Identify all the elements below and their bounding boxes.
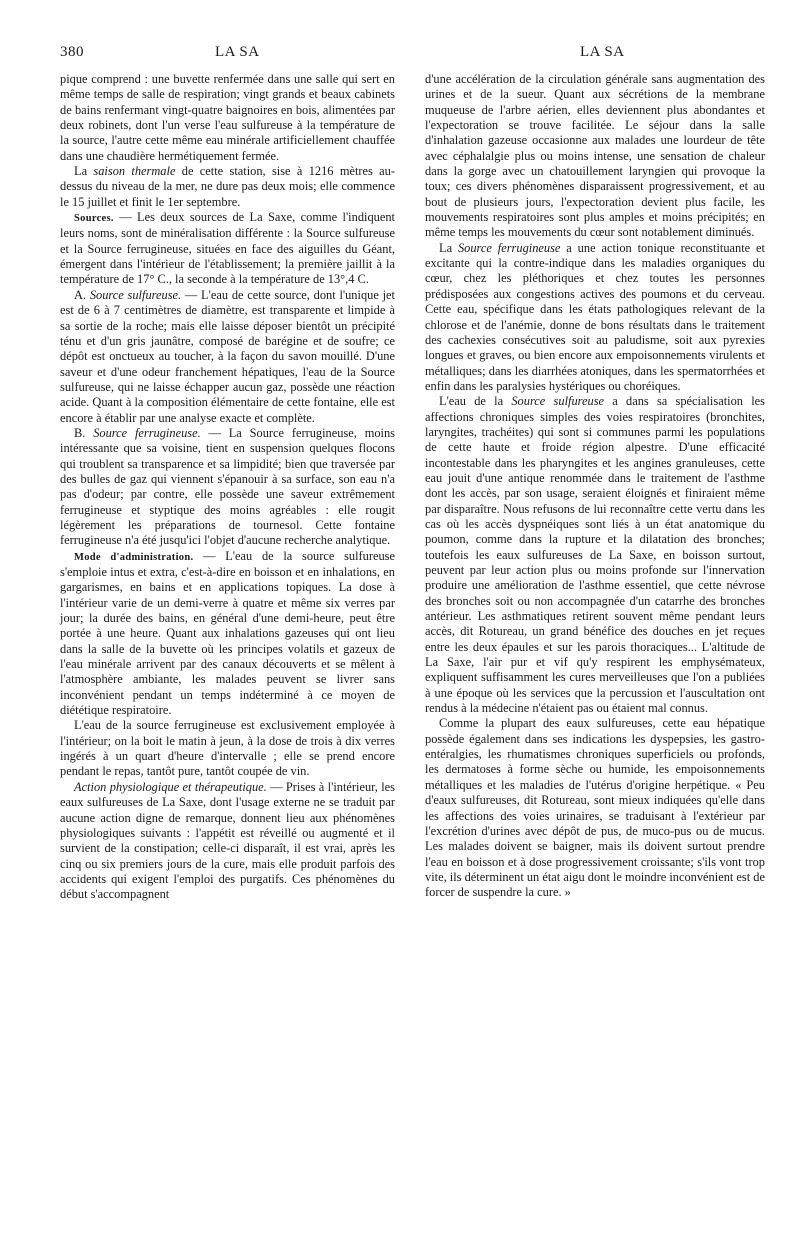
italic-term: Source sulfureuse (511, 394, 605, 409)
paragraph (60, 780, 395, 903)
italic-term: Action physiologique et thérapeutique. (74, 779, 267, 794)
section-heading: Mode d'administration. (74, 551, 194, 563)
italic-term: saison thermale (93, 164, 176, 179)
paragraph (60, 426, 395, 549)
running-head-left: LA SA (215, 44, 260, 60)
paragraph (425, 716, 765, 900)
paragraph (60, 549, 395, 719)
paragraph-text: de cette station, sise à 1216 mètres au-dessus du niveau de la mer, ne dure pas deux mois; elle commence le 15 juillet et finit le 1er septembre. (60, 164, 395, 209)
paragraph-text: — L'eau de la source sulfureuse s'emploie intus et extra, c'est-à-dire en boisson et en inhalations, en gargarismes, en bains et en applications topiques. La dose à l'intérieur varie de un demi-verre à quatre et même six verres par jour; la durée des bains, en général d'une demi-heure, peut être portée à une heure. Quant aux inhalations gazeuses qui ont lieu dans la salle de la buvette où les principes volatils et gazeux de l'eau minérale arrivent par des canaux découverts et se mêlent à l'atmosphère ambiante, les malades peuvent se livrer sans inconvénient pendant un temps indéterminé à ce moyen de diététique respiratoire. (60, 548, 396, 718)
paragraph-lead: A. (74, 287, 90, 302)
paragraph-text: L'eau de la source ferrugineuse est exclusivement employée à l'intérieur; on la boit le matin à jeun, à la dose de trois à dix verres ingérés à un quart d'heure d'intervalle ; elle se prend encore pendant le repas, tantôt pure, tantôt coupée de vin. (60, 718, 395, 779)
page-number: 380 (60, 44, 84, 60)
paragraph-text: d'une accélération de la circulation générale sans augmentation des urines et de la sueur. Quant aux sécrétions de la membrane muqueuse de l'arbre aérien, elles deviennent plus abondantes et l'expectoration se trouve facilitée. Le séjour dans la salle d'inhalation gazeuse occasionne aux malades une lourdeur de tête avec céphalalgie plus ou moins intense, une sensation de chaleur dans la gorge avec un chatouillement laryngien qui provoque la toux; ces divers phénomènes disparaissent progressivement, et au bout de plusieurs jours, l'expectoration devient plus facile, les mouvements respiratoires sont plus amples et moins précipités; en même temps les mouvements du cœur sont notablement diminués. (425, 72, 765, 240)
paragraph-lead: B. (74, 425, 94, 440)
page-header (60, 44, 740, 64)
italic-term: Source sulfureuse. (89, 287, 182, 302)
paragraph (60, 72, 395, 164)
paragraph (60, 164, 395, 210)
paragraph (60, 718, 395, 779)
section-heading: Sources. (74, 213, 114, 225)
paragraph-text: — L'eau de cette source, dont l'unique jet est de 6 à 7 centimètres de diamètre, est transparente et limpide à sa sortie de la roche; mais elle laisse déposer bientôt un précipité ténu et d'un gris jaunâtre, composé de barégine et de soufre; ce dépôt est onctueux au toucher, à la façon du savon mouillé. D'une saveur et d'une odeur franchement hépatiques, l'eau de la Source sulfureuse, qui ne laisse échapper aucun gaz, possède une réaction acide. Quant à la composition élémentaire de cette fontaine, elle est encore à établir par une analyse exacte et complète. (60, 287, 395, 425)
paragraph (425, 394, 765, 716)
paragraph-lead: La (439, 240, 458, 255)
paragraph-text: — La Source ferrugineuse, moins intéressante que sa voisine, tient en suspension quelques flocons qui troublent sa transparence et sa limpidité; bien que traversée par des bulles de gaz qui viennent s'épanouir à sa surface, son eau n'a pas d'odeur; par contre, elle possède une saveur extrêmement ferrugineuse et styptique des moins agréables : elle rougit légèrement les préparations de tournesol. Cette fontaine ferrugineuse n'a été jusqu'ici l'objet d'aucune recherche analytique. (60, 425, 395, 548)
paragraph (425, 72, 765, 241)
italic-term: Source ferrugineuse (457, 240, 561, 255)
paragraph (60, 210, 395, 288)
right-column (425, 72, 765, 901)
paragraph-text: a une action tonique reconstituante et excitante qui la contre-indique dans les maladies organiques du cœur, chez les pléthoriques et chez toutes les personnes prédisposées aux congestions actives des poumons et du cerveau. Cette eau, spécifique dans les états pathologiques relevant de la chlorose et de l'anémie, donne de bons résultats dans le traitement des cachexies consécutives soit au paludisme, soit aux pyrexies longues et graves, ou bien encore aux empoisonnements virulents et métalliques; dans les diarrhées atoniques, dans les spermatorrhées et enfin dans les paralysies hystériques ou choréiques. (425, 240, 765, 393)
paragraph (60, 288, 395, 426)
paragraph-text: pique comprend : une buvette renfermée dans une salle qui sert en même temps de salle de respiration; vingt grands et beaux cabinets de bains renfermant vingt-quatre baignoires en bois, alimentées par deux robinets, dont l'un verse l'eau sulfureuse à la température de la source, l'autre cette même eau minérale artificiellement chauffée dans une chaudière hermétiquement fermée. (60, 72, 395, 163)
paragraph-text: — Les deux sources de La Saxe, comme l'indiquent leurs noms, sont de minéralisation différente : la Source sulfureuse et la Source ferrugineuse, situées en face des aiguilles du Géant, émergent dans l'intérieur de l'établissement; la première jaillit à la température de 17° C., la seconde à la température de 13°,4 C. (60, 210, 395, 287)
italic-term: Source ferrugineuse. (93, 425, 201, 440)
running-head-right: LA SA (580, 44, 625, 60)
paragraph-text: a dans sa spécialisation les affections chroniques simples des voies respiratoires (bronchites, laryngites, trachéites) qui sont si communes parmi les populations de cette haute et froide région alpestre. D'une efficacité incontestable dans les pharyngites et les angines granuleuses, cette eau jouit d'une antique renommée dans le traitement de l'asthme dont les accès, par son usage, seraient éloignés et finiraient même par disparaître. Nous refusons de lui reconnaître cette vertu dans les cas où les accès dyspnéiques sont liés à un état anatomique du poumon, comme dans la rupture et la dilatation des bronches; toutefois les eaux sulfureuses de La Saxe, en boisson surtout, peuvent par leur action plus ou moins profonde sur l'innervation produire une amélioration de l'asthme essentiel, que cette névrose des bronches soit ou non accompagnée d'un catarrhe des bronches antérieur. Les asthmatiques retirent souvent même pendant leurs accès, dit Rotureau, un grand bénéfice des douches en jet reçues entre les deux épaules et sur les parois thoraciques... L'altitude de La Saxe, l'air pur et vif qu'y respirent les emphysémateux, expliquent suffisamment les cures merveilleuses que l'on a publiées à une époque où les services que la percussion et l'auscultation ont rendus à la médecine n'étaient pas ou étaient mal connus. (425, 394, 765, 716)
left-column (60, 72, 395, 903)
paragraph (425, 241, 765, 394)
paragraph-text: Comme la plupart des eaux sulfureuses, cette eau hépatique possède également dans ses indications les dyspepsies, les gastro-entéralgies, les rhumatismes chroniques superficiels ou profonds, les dermatoses à forme sèche ou humide, les empoisonnements métalliques et les maladies de l'utérus d'origine herpétique. « Peu d'eaux sulfureuses, dit Rotureau, sont mieux indiquées qu'elle dans les affections des voies urinaires, se traduisant à l'extérieur par l'excrétion d'urines avec dépôt de pus, de muco-pus ou de mucus. Les malades doivent se baigner, mais ils doivent surtout prendre l'eau en boisson et à dose progressivement croissante; s'ils vont trop vite, ils déterminent un état aigu dont le moindre inconvénient est de forcer de suspendre la cure. » (425, 716, 765, 900)
paragraph-lead: La (74, 164, 94, 179)
paragraph-text: — Prises à l'intérieur, les eaux sulfureuses de La Saxe, dont l'usage externe ne se traduit par aucune action digne de remarque, donnent lieu aux phénomènes physiologiques suivants : l'appétit est réveillé ou augmenté et il survient de la constipation; celle-ci disparaît, il est vrai, après les cinq ou six premiers jours de la cure, mais elle produit parfois des accidents qui exigent l'emploi des purgatifs. Ces phénomènes du début s'accompagnent (60, 779, 395, 902)
paragraph-lead: L'eau de la (439, 394, 512, 409)
